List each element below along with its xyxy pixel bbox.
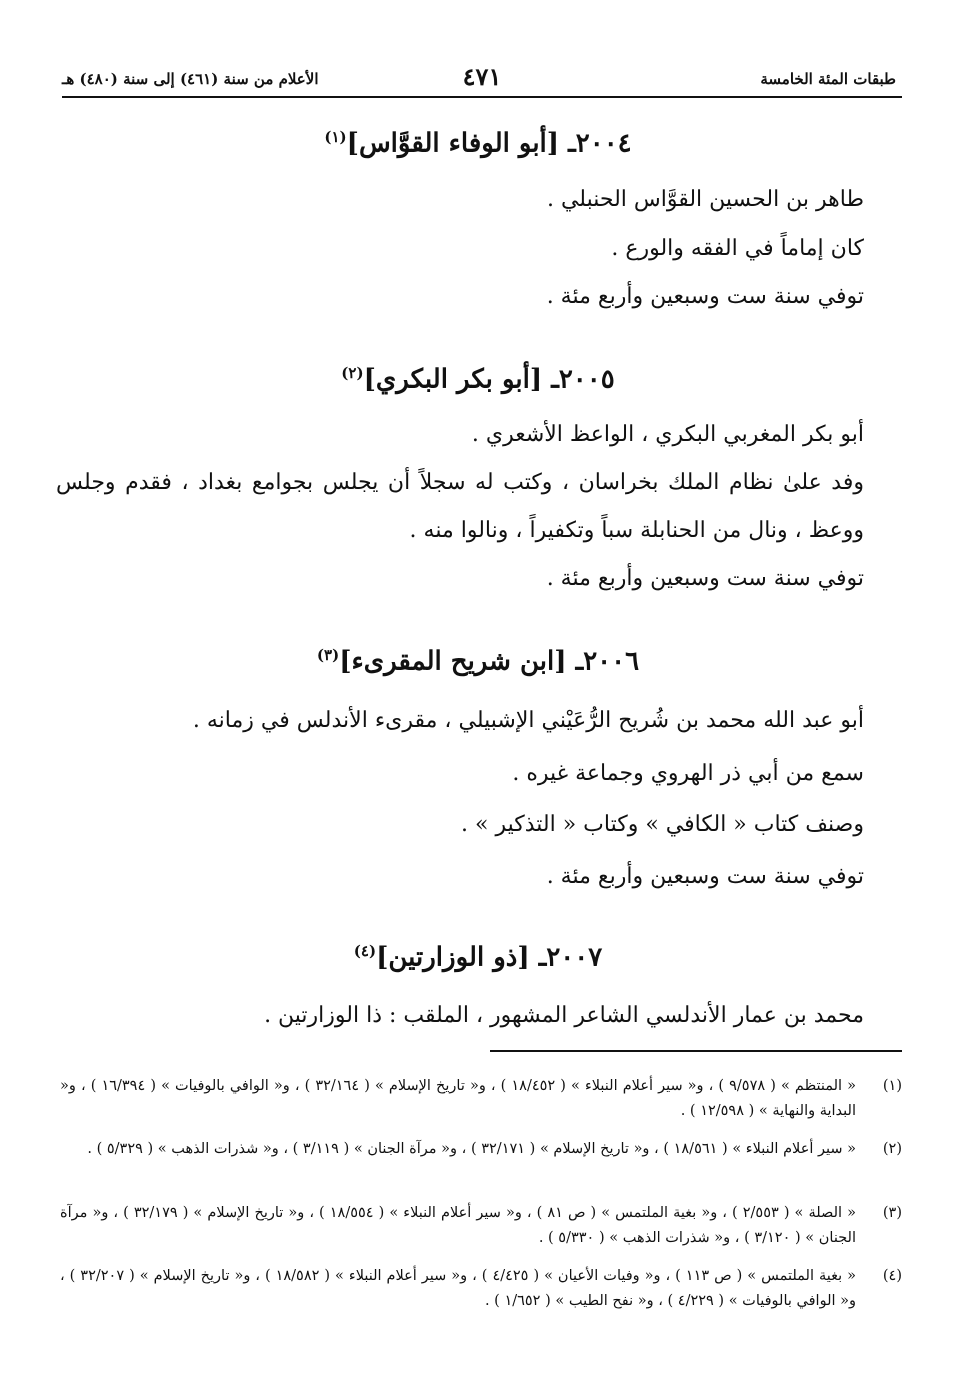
footnote — [60, 1264, 902, 1314]
footnote-number: (١) — [882, 1078, 902, 1094]
entry-line: توفي سنة ست وسبعين وأربع مئة . — [546, 284, 864, 309]
footnote — [60, 1074, 902, 1124]
entry-heading-text: ٢٠٠٥ـ [أبو بكر البكري] — [363, 364, 615, 395]
entry-title — [0, 128, 956, 159]
footnote-number: (٤) — [882, 1268, 902, 1284]
entry-line: طاهر بن الحسين القوَّاس الحنبلي . — [546, 187, 864, 212]
footnote-text: « سير أعلام النبلاء » ( ١٨/٥٦١ ) ، و« تاريخ الإسلام » ( ٣٢/١٧١ ) ، و« مرآة الجنان » ( ٣/١١٩ ) ، و« شذرات الذهب » ( ٥/٣٢٩ ) . — [87, 1141, 856, 1157]
footnote — [60, 1137, 902, 1162]
entry-line: توفي سنة ست وسبعين وأربع مئة . — [546, 566, 864, 591]
entry-line: أبو بكر المغربي البكري ، الواعظ الأشعري . — [471, 422, 864, 447]
header-book-section: طبقات المئة الخامسة — [760, 70, 896, 88]
footnote-text: « المنتظم » ( ٩/٥٧٨ ) ، و« سير أعلام النبلاء » ( ١٨/٤٥٢ ) ، و« تاريخ الإسلام » ( ٣٢/١٦٤ ) ، و« الوافي بالوفيات » ( ١٦/٣٩٤ ) ، و« البداية والنهاية » ( ١٢/٥٩٨ ) . — [60, 1078, 856, 1119]
entry-line: محمد بن عمار الأندلسي الشاعر المشهور ، الملقب : ذا الوزارتين . — [264, 1003, 864, 1028]
entry-line: توفي سنة ست وسبعين وأربع مئة . — [546, 864, 864, 889]
entry-line: وفد علىٰ نظام الملك بخراسان ، وكتب له سجلاً أن يجلس بجوامع بغداد ، فقدم وجلس ووعظ ، ونال من الحنابلة سباً وتكفيراً ، ونالوا منه . — [56, 470, 864, 543]
header-years-range: الأعلام من سنة (٤٦١) إلى سنة (٤٨٠) هـ — [62, 70, 319, 88]
entry-heading-text: ٢٠٠٦ـ [ابن شريح المقرىء] — [339, 646, 640, 677]
footnote — [60, 1201, 902, 1251]
footnote-text: « بغية الملتمس » ( ص ١١٣ ) ، و« وفيات الأعيان » ( ٤/٤٢٥ ) ، و« سير أعلام النبلاء » ( ١٨/٥٨٢ ) ، و« تاريخ الإسلام » ( ٣٢/٢٠٧ ) ، و« الوافي بالوفيات » ( ٤/٢٢٩ ) ، و« نفح الطيب » ( ١/٦٥٢ ) . — [60, 1268, 857, 1309]
entry-line: وصنف كتاب « الكافي » وكتاب « التذكير » . — [461, 812, 864, 837]
page-number: ٤٧١ — [462, 62, 502, 91]
footnote-number: (٢) — [882, 1141, 902, 1157]
entry-heading-text: ٢٠٠٧ـ [ذو الوزارتين] — [376, 942, 603, 973]
entry-title — [0, 646, 956, 677]
footnote-ref[interactable]: (٤) — [353, 942, 377, 960]
footnote-divider — [490, 1050, 902, 1052]
running-header — [62, 62, 902, 98]
entry-line: أبو عبد الله محمد بن شُريح الرُّعَيْني الإشبيلي ، مقرىء الأندلس في زمانه . — [192, 708, 864, 733]
footnote-text: « الصلة » ( ٢/٥٥٣ ) ، و« بغية الملتمس » ( ص ٨١ ) ، و« سير أعلام النبلاء » ( ١٨/٥٥٤ ) ، و« تاريخ الإسلام » ( ٣٢/١٧٩ ) ، و« مرآة الجنان » ( ٣/١٢٠ ) ، و« شذرات الذهب » ( ٥/٣٣٠ ) . — [60, 1205, 856, 1246]
footnote-number: (٣) — [882, 1205, 902, 1221]
footnote-ref[interactable]: (١) — [324, 128, 347, 146]
entry-title — [0, 942, 956, 973]
entry-line: كان إماماً في الفقه والورع . — [611, 236, 864, 261]
entry-heading-text: ٢٠٠٤ـ [أبو الوفاء القوَّاس] — [346, 128, 632, 159]
entry-line: سمع من أبي ذر الهروي وجماعة غيره . — [512, 761, 864, 786]
entry-title — [0, 364, 956, 395]
footnote-ref[interactable]: (٣) — [316, 646, 340, 664]
footnote-ref[interactable]: (٢) — [341, 364, 364, 382]
